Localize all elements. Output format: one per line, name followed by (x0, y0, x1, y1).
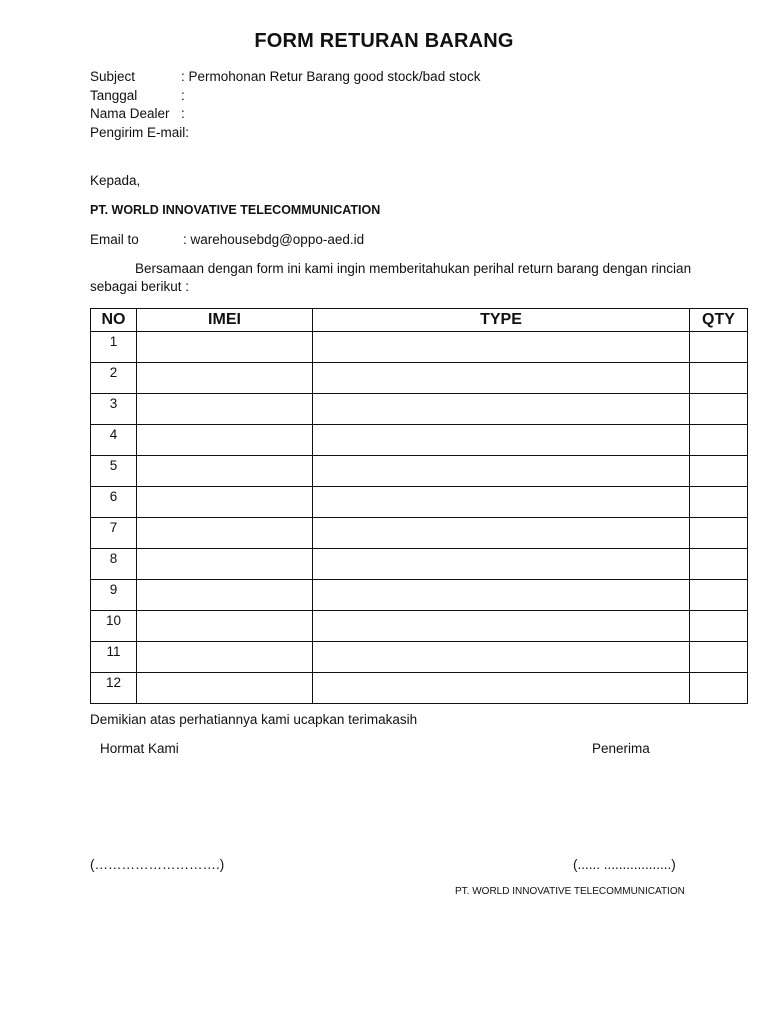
row-number-cell: 3 (91, 394, 137, 425)
row-number-cell: 12 (91, 673, 137, 704)
pengirim-email-separator: : (185, 125, 190, 140)
intro-line-1: Bersamaan dengan form ini kami ingin memberitahukan perihal return barang dengan rincian (135, 261, 692, 276)
form-title: FORM RETURAN BARANG (254, 30, 514, 52)
qty-cell (690, 611, 748, 642)
table-row (91, 363, 748, 394)
left-signature-line: (……………………….) (90, 857, 225, 872)
table-row (91, 518, 748, 549)
table-header-row (91, 309, 748, 332)
subject-label: Subject (90, 69, 136, 84)
table-row (91, 394, 748, 425)
nama-dealer-separator: : (181, 106, 185, 121)
header-type: TYPE (313, 309, 690, 332)
right-signature-line: (...... ..................) (573, 857, 676, 872)
table-row (91, 456, 748, 487)
header-no: NO (91, 309, 137, 332)
pengirim-email-label (90, 125, 189, 140)
tanggal-separator: : (181, 88, 185, 103)
row-number-cell: 6 (91, 487, 137, 518)
type-cell (313, 394, 690, 425)
imei-cell (137, 425, 313, 456)
row-number-cell: 1 (91, 332, 137, 363)
type-cell (313, 425, 690, 456)
table-row (91, 611, 748, 642)
type-cell (313, 363, 690, 394)
recipient-company: PT. WORLD INNOVATIVE TELECOMMUNICATION (90, 203, 381, 217)
qty-cell (690, 456, 748, 487)
subject-text: Permohonan Retur Barang good stock/bad stock (188, 69, 481, 84)
imei-cell (137, 642, 313, 673)
right-signature-company: PT. WORLD INNOVATIVE TELECOMMUNICATION (455, 886, 685, 897)
imei-cell (137, 673, 313, 704)
qty-cell (690, 673, 748, 704)
type-cell (313, 580, 690, 611)
email-address: warehousebdg@oppo-aed.id (190, 232, 365, 247)
qty-cell (690, 425, 748, 456)
intro-line-2: sebagai berikut : (90, 279, 190, 294)
type-cell (313, 642, 690, 673)
subject-separator: : (181, 69, 185, 84)
table-row (91, 425, 748, 456)
imei-cell (137, 363, 313, 394)
type-cell (313, 332, 690, 363)
penerima-label: Penerima (592, 741, 650, 756)
imei-cell (137, 487, 313, 518)
qty-cell (690, 518, 748, 549)
type-cell (313, 549, 690, 580)
qty-cell (690, 487, 748, 518)
type-cell (313, 611, 690, 642)
qty-cell (690, 394, 748, 425)
pengirim-email-text: Pengirim E-mail (90, 125, 186, 140)
row-number-cell: 5 (91, 456, 137, 487)
table-row (91, 642, 748, 673)
greeting: Kepada, (90, 173, 141, 188)
header-qty: QTY (690, 309, 748, 332)
hormat-kami-label: Hormat Kami (100, 741, 179, 756)
type-cell (313, 456, 690, 487)
imei-cell (137, 580, 313, 611)
imei-cell (137, 549, 313, 580)
return-items-table (90, 308, 748, 704)
qty-cell (690, 580, 748, 611)
imei-cell (137, 611, 313, 642)
imei-cell (137, 394, 313, 425)
qty-cell (690, 549, 748, 580)
imei-cell (137, 518, 313, 549)
tanggal-label: Tanggal (90, 88, 138, 103)
row-number-cell: 11 (91, 642, 137, 673)
qty-cell (690, 363, 748, 394)
type-cell (313, 487, 690, 518)
table-row (91, 332, 748, 363)
row-number-cell: 4 (91, 425, 137, 456)
closing-text: Demikian atas perhatiannya kami ucapkan terimakasih (90, 712, 418, 727)
row-number-cell: 10 (91, 611, 137, 642)
row-number-cell: 9 (91, 580, 137, 611)
email-to-separator: : (183, 232, 187, 247)
header-imei: IMEI (137, 309, 313, 332)
type-cell (313, 673, 690, 704)
type-cell (313, 518, 690, 549)
qty-cell (690, 642, 748, 673)
row-number-cell: 7 (91, 518, 137, 549)
row-number-cell: 8 (91, 549, 137, 580)
qty-cell (690, 332, 748, 363)
nama-dealer-label: Nama Dealer (90, 106, 170, 121)
row-number-cell: 2 (91, 363, 137, 394)
table-row (91, 580, 748, 611)
table-row (91, 549, 748, 580)
imei-cell (137, 456, 313, 487)
email-to-value (183, 232, 364, 247)
table-row (91, 673, 748, 704)
imei-cell (137, 332, 313, 363)
subject-value (181, 69, 480, 84)
email-to-label: Email to (90, 232, 139, 247)
table-row (91, 487, 748, 518)
